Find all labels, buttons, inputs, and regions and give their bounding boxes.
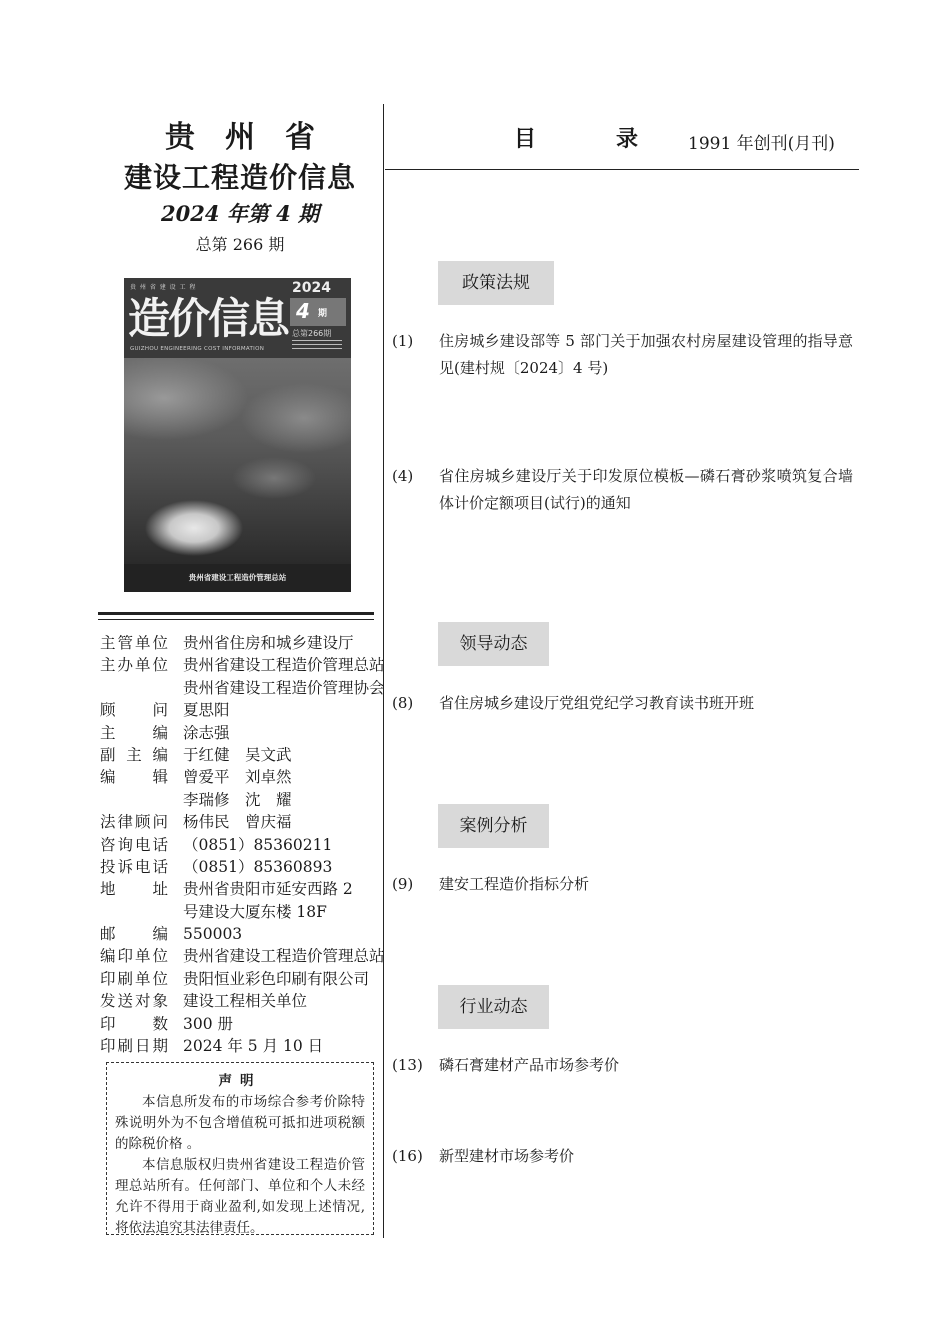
cover-masthead xyxy=(124,278,351,358)
info-label: 咨询电话 xyxy=(100,835,168,854)
info-row xyxy=(100,677,385,699)
info-label: 印数 xyxy=(100,1014,168,1033)
column-divider xyxy=(383,104,384,1238)
total-issue-number: 总第 266 期 xyxy=(195,235,285,254)
info-label: 编辑 xyxy=(100,768,168,787)
toc-entry-title: 磷石膏建材产品市场参考价 xyxy=(439,1056,620,1074)
publication-title: 建设工程造价信息 xyxy=(123,161,356,194)
toc-title: 目录 xyxy=(514,127,719,152)
info-label: 顾问 xyxy=(100,701,168,720)
info-label: 主办单位 xyxy=(100,656,168,675)
info-value: 于红健 吴文武 xyxy=(183,745,292,764)
info-row xyxy=(100,834,380,856)
cover-total-issue: 总第266期 xyxy=(292,329,332,338)
divider-thin xyxy=(98,619,374,620)
info-row xyxy=(100,990,380,1012)
info-label: 编印单位 xyxy=(100,947,168,966)
info-row xyxy=(100,654,385,676)
masthead-info xyxy=(100,632,385,1057)
info-row xyxy=(100,699,380,721)
info-value: 贵阳恒业彩色印刷有限公司 xyxy=(183,969,370,988)
section-heading: 行业动态 xyxy=(438,985,549,1029)
section-heading: 领导动态 xyxy=(438,622,549,666)
cover-small-text: 贵 州 省 建 设 工 程 xyxy=(130,284,197,291)
cover-image xyxy=(124,278,351,592)
cover-issue-label: 期 xyxy=(318,309,328,319)
info-value: （0851）85360211 xyxy=(183,835,333,854)
toc-entry-title: 新型建材市场参考价 xyxy=(439,1147,575,1165)
declaration-box xyxy=(106,1062,374,1235)
toc-entry-page: (4) xyxy=(392,467,414,485)
info-value: 号建设大厦东楼 18F xyxy=(183,902,327,921)
declaration-paragraph-1: 本信息所发布的市场综合参考价除特殊说明外为不包含增值税可抵扣进项税额的除税价格 。 xyxy=(115,1094,365,1152)
info-label: 发送对象 xyxy=(100,992,168,1011)
toc-entry-page: (9) xyxy=(392,875,414,893)
info-row xyxy=(100,923,380,945)
info-value: （0851）85360893 xyxy=(183,857,333,876)
info-value: 夏思阳 xyxy=(183,701,230,720)
toc-entry-page: (13) xyxy=(392,1056,423,1074)
toc-entry-title: 省住房城乡建设厅党组党纪学习教育读书班开班 xyxy=(439,694,755,712)
divider-thick xyxy=(98,612,374,615)
declaration-paragraph-2: 本信息版权归贵州省建设工程造价管理总站所有。任何部门、单位和个人未经允许不得用于商业盈利,如发现上述情况,将依法追究其法律责任。 xyxy=(115,1157,365,1236)
info-value: 曾爱平 刘卓然 xyxy=(183,768,292,787)
info-row xyxy=(100,856,380,878)
info-row xyxy=(100,766,380,788)
cover-year: 2024 xyxy=(292,280,331,296)
toc-entry-title: 建安工程造价指标分析 xyxy=(439,875,590,893)
info-label: 印刷日期 xyxy=(100,1037,168,1056)
info-value: 涂志强 xyxy=(183,723,230,742)
info-row xyxy=(100,945,385,967)
info-row xyxy=(100,744,380,766)
toc-entry-title: 住房城乡建设部等 5 部门关于加强农村房屋建设管理的指导意见(建村规〔2024〕4 号) xyxy=(439,332,853,377)
founded-note: 1991 年创刊(月刊) xyxy=(688,134,835,154)
toc-entry-page: (1) xyxy=(392,332,414,350)
info-value: 贵州省建设工程造价管理协会 xyxy=(183,678,385,697)
info-label: 法律顾问 xyxy=(100,813,168,832)
toc-entry-title: 省住房城乡建设厅关于印发原位模板—磷石膏砂浆喷筑复合墙体计价定额项目(试行)的通知 xyxy=(439,467,853,512)
info-value: 550003 xyxy=(183,925,243,944)
info-label: 投诉电话 xyxy=(100,857,168,876)
cover-english-title: GUIZHOU ENGINEERING COST INFORMATION xyxy=(130,346,265,352)
info-value: 贵州省住房和城乡建设厅 xyxy=(183,634,354,652)
info-label: 副主编 xyxy=(100,745,168,764)
declaration-title: 声明 xyxy=(218,1073,262,1089)
publication-province: 贵州省 xyxy=(165,120,345,155)
cover-issue-badge xyxy=(290,298,346,326)
info-value: 建设工程相关单位 xyxy=(183,992,308,1011)
info-label: 地址 xyxy=(100,880,168,899)
cover-footer: 贵州省建设工程造价管理总站 xyxy=(124,564,351,592)
info-value: 300 册 xyxy=(183,1014,234,1033)
toc-entry-page: (16) xyxy=(392,1147,423,1165)
info-row xyxy=(100,632,380,654)
section-heading: 案例分析 xyxy=(438,804,549,848)
info-label: 主管单位 xyxy=(100,634,168,652)
info-value: 贵州省贵阳市延安西路 2 xyxy=(183,880,353,899)
info-row xyxy=(100,968,380,990)
info-value: 贵州省建设工程造价管理总站 xyxy=(183,656,385,675)
info-row xyxy=(100,811,380,833)
issue-number: 2024 年第 4 期 xyxy=(161,201,319,226)
info-label: 印刷单位 xyxy=(100,969,168,988)
info-value: 2024 年 5 月 10 日 xyxy=(183,1037,324,1056)
cover-issue-number: 4 xyxy=(296,299,310,323)
info-row xyxy=(100,1013,380,1035)
cover-title: 造价信息 xyxy=(128,294,289,343)
info-label: 主编 xyxy=(100,723,168,742)
info-row xyxy=(100,1035,380,1057)
toc-rule xyxy=(385,169,859,170)
info-row xyxy=(100,722,380,744)
cover-code-lines xyxy=(292,340,342,350)
info-value: 李瑞修 沈 耀 xyxy=(183,790,292,809)
info-label: 邮编 xyxy=(100,925,168,944)
info-value: 杨伟民 曾庆福 xyxy=(183,813,292,832)
info-value: 贵州省建设工程造价管理总站 xyxy=(183,947,385,966)
toc-entry-page: (8) xyxy=(392,694,414,712)
section-heading: 政策法规 xyxy=(438,261,554,305)
cover-photo xyxy=(124,358,351,564)
info-row xyxy=(100,901,380,923)
info-row xyxy=(100,878,380,900)
info-row xyxy=(100,789,380,811)
